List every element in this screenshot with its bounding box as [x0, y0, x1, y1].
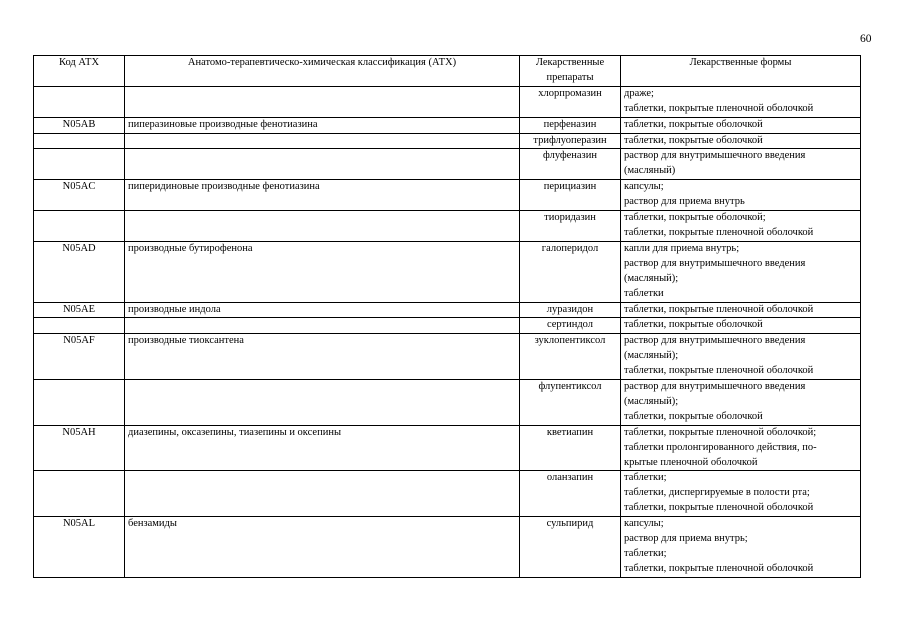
- classification-cell: пиперазиновые производные фенотиазина: [125, 117, 520, 133]
- atx-code-cell: [34, 133, 125, 149]
- drug-cell: перфеназин: [520, 117, 621, 133]
- table-row: [34, 149, 861, 180]
- drug-cell: зуклопентиксол: [520, 334, 621, 380]
- table-row: [34, 211, 861, 242]
- drug-cell: кветиапин: [520, 425, 621, 471]
- forms-cell: драже; таблетки, покрытые пленочной оболочкой: [621, 86, 861, 117]
- classification-cell: производные индола: [125, 302, 520, 318]
- forms-cell: раствор для внутримышечного введения (масляный); таблетки, покрытые оболочкой: [621, 380, 861, 426]
- table-header: [34, 56, 861, 87]
- table-row: [34, 471, 861, 517]
- forms-cell: таблетки, покрытые оболочкой: [621, 133, 861, 149]
- classification-cell: [125, 211, 520, 242]
- atx-code-cell: N05AH: [34, 425, 125, 471]
- drug-cell: флупентиксол: [520, 380, 621, 426]
- atx-code-cell: N05AC: [34, 180, 125, 211]
- atx-code-cell: [34, 380, 125, 426]
- header-forms: Лекарственные формы: [621, 56, 861, 87]
- forms-cell: таблетки, покрытые оболочкой: [621, 117, 861, 133]
- classification-cell: производные тиоксантена: [125, 334, 520, 380]
- drug-cell: луразидон: [520, 302, 621, 318]
- atx-code-cell: N05AF: [34, 334, 125, 380]
- atx-code-cell: [34, 471, 125, 517]
- classification-cell: [125, 380, 520, 426]
- table-row: [34, 334, 861, 380]
- classification-cell: диазепины, оксазепины, тиазепины и оксепины: [125, 425, 520, 471]
- forms-cell: таблетки, покрытые пленочной оболочкой: [621, 302, 861, 318]
- drug-cell: сертиндол: [520, 318, 621, 334]
- page-number: 60: [860, 33, 872, 45]
- forms-cell: капли для приема внутрь; раствор для внутримышечного введения (масляный); таблетки: [621, 241, 861, 302]
- atx-code-cell: [34, 211, 125, 242]
- table-row: [34, 133, 861, 149]
- header-code: Код АТХ: [34, 56, 125, 87]
- forms-cell: таблетки, покрытые оболочкой: [621, 318, 861, 334]
- atx-code-cell: N05AD: [34, 241, 125, 302]
- drug-cell: хлорпромазин: [520, 86, 621, 117]
- classification-cell: пиперидиновые производные фенотиазина: [125, 180, 520, 211]
- drug-cell: тиоридазин: [520, 211, 621, 242]
- atx-table: [33, 55, 861, 578]
- table-row: [34, 86, 861, 117]
- classification-cell: производные бутирофенона: [125, 241, 520, 302]
- drug-cell: перициазин: [520, 180, 621, 211]
- classification-cell: [125, 86, 520, 117]
- drug-cell: трифлуоперазин: [520, 133, 621, 149]
- table-row: [34, 117, 861, 133]
- forms-cell: таблетки; таблетки, диспергируемые в полости рта; таблетки, покрытые пленочной оболочкой: [621, 471, 861, 517]
- table-row: [34, 302, 861, 318]
- forms-cell: капсулы; раствор для приема внутрь; таблетки; таблетки, покрытые пленочной оболочкой: [621, 517, 861, 578]
- atx-code-cell: N05AB: [34, 117, 125, 133]
- atx-code-cell: [34, 86, 125, 117]
- classification-cell: бензамиды: [125, 517, 520, 578]
- drug-cell: оланзапин: [520, 471, 621, 517]
- drug-cell: флуфеназин: [520, 149, 621, 180]
- table-row: [34, 425, 861, 471]
- atx-code-cell: [34, 149, 125, 180]
- atx-code-cell: [34, 318, 125, 334]
- forms-cell: раствор для внутримышечного введения (масляный): [621, 149, 861, 180]
- forms-cell: капсулы; раствор для приема внутрь: [621, 180, 861, 211]
- classification-cell: [125, 318, 520, 334]
- header-row: [34, 56, 861, 87]
- table-row: [34, 380, 861, 426]
- table-row: [34, 180, 861, 211]
- atx-code-cell: N05AL: [34, 517, 125, 578]
- classification-cell: [125, 471, 520, 517]
- header-drugs: Лекарственные препараты: [520, 56, 621, 87]
- table-row: [34, 241, 861, 302]
- header-classification: Анатомо-терапевтическо-химическая классификация (АТХ): [125, 56, 520, 87]
- table-row: [34, 318, 861, 334]
- forms-cell: раствор для внутримышечного введения (масляный); таблетки, покрытые пленочной оболочкой: [621, 334, 861, 380]
- classification-cell: [125, 133, 520, 149]
- atx-code-cell: N05AE: [34, 302, 125, 318]
- classification-cell: [125, 149, 520, 180]
- table-body: [34, 86, 861, 577]
- drug-cell: сульпирид: [520, 517, 621, 578]
- drug-cell: галоперидол: [520, 241, 621, 302]
- forms-cell: таблетки, покрытые пленочной оболочкой; таблетки пролонгированного действия, по- крытые пленочной оболочкой: [621, 425, 861, 471]
- forms-cell: таблетки, покрытые оболочкой; таблетки, покрытые пленочной оболочкой: [621, 211, 861, 242]
- table-row: [34, 517, 861, 578]
